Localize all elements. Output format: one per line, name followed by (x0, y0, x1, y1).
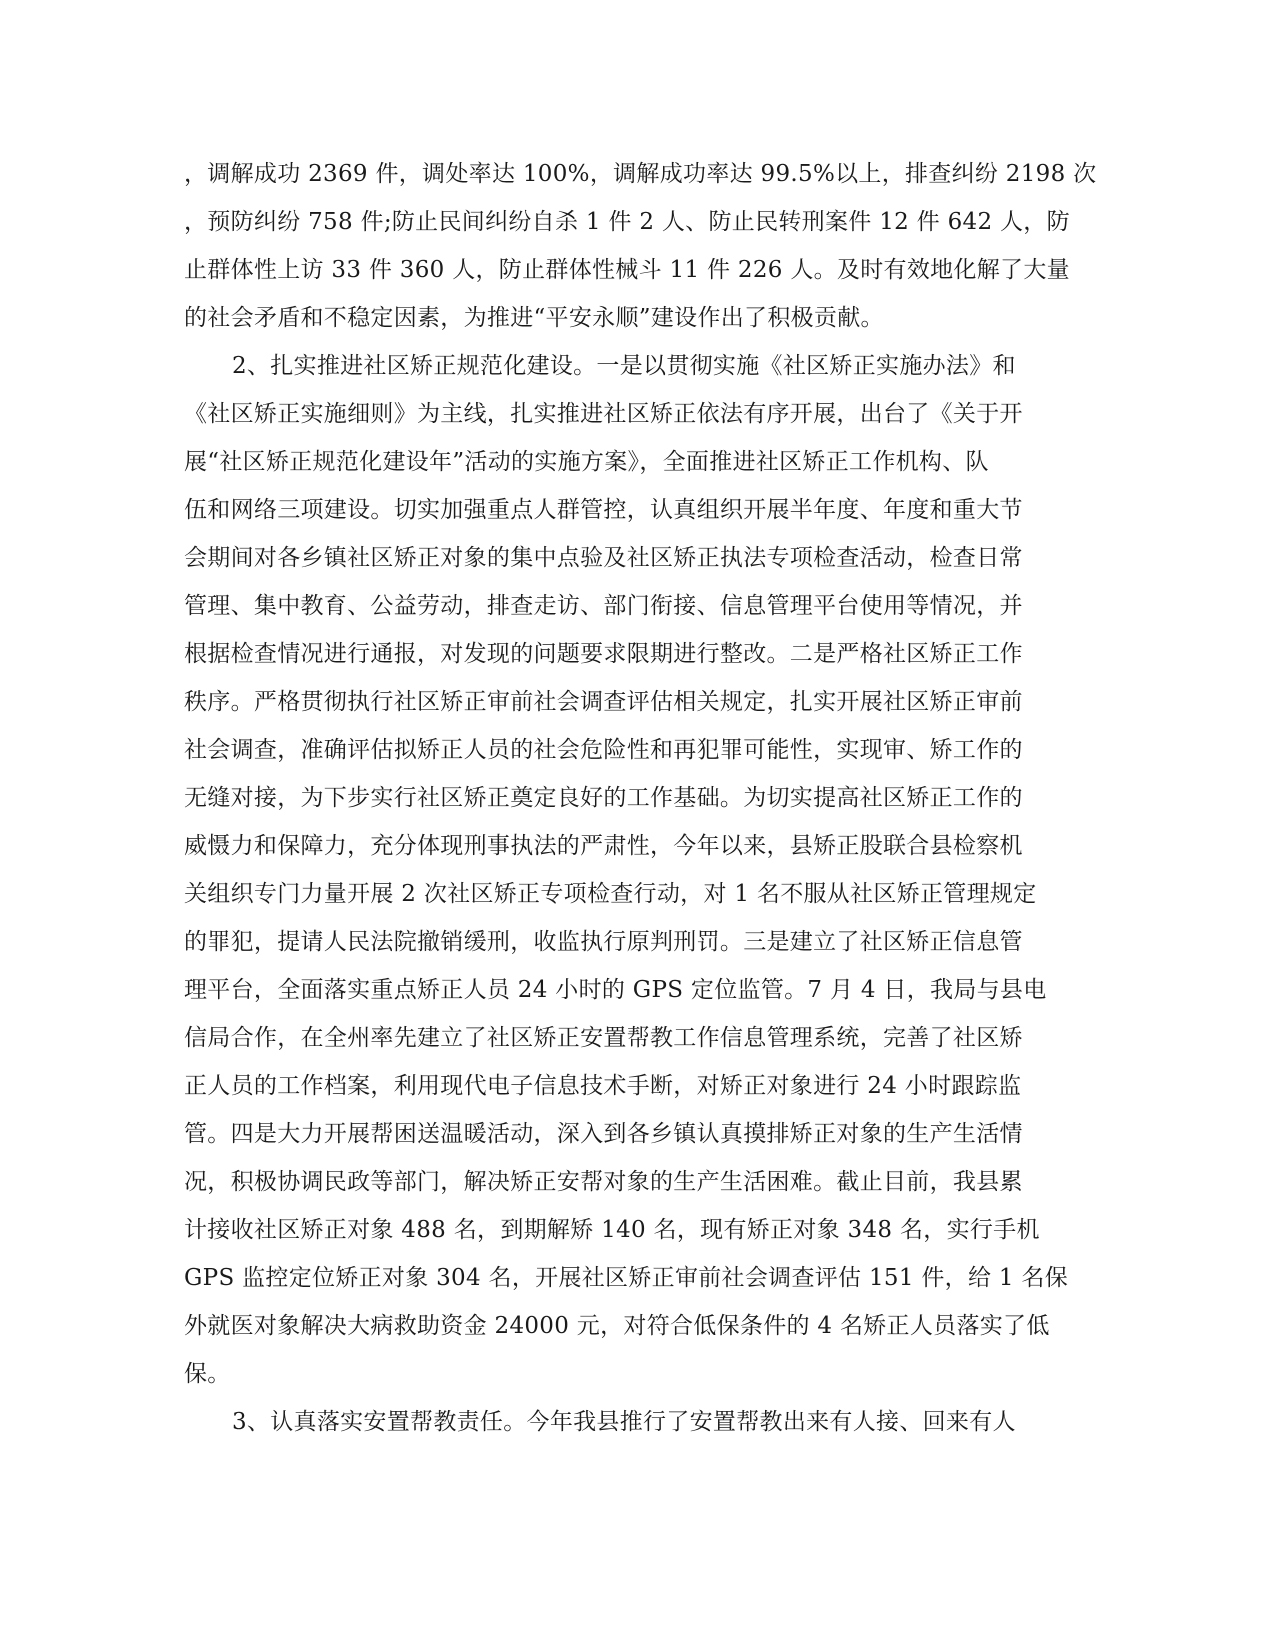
paragraph-line (0, 1111, 1275, 1158)
paragraph-line (0, 1351, 1275, 1398)
line-text: 的罪犯，提请人民法院撤销缓刑，收监执行原判刑罚。三是建立了社区矫正信息管 (184, 929, 1023, 955)
paragraph-line (0, 1015, 1275, 1062)
line-text: 威慑力和保障力，充分体现刑事执法的严肃性，今年以来，县矫正股联合县检察机 (184, 833, 1023, 859)
line-text: 理平台，全面落实重点矫正人员 24 小时的 GPS 定位监管。7 月 4 日，我局与县电 (184, 977, 1047, 1003)
line-text: 外就医对象解决大病救助资金 24000 元，对符合低保条件的 4 名矫正人员落实了低 (184, 1313, 1050, 1339)
paragraph-line (0, 1255, 1275, 1302)
line-text: 止群体性上访 33 件 360 人，防止群体性械斗 11 件 226 人。及时有效地化解了大量 (184, 257, 1070, 283)
line-text: 秩序。严格贯彻执行社区矫正审前社会调查评估相关规定，扎实开展社区矫正审前 (184, 689, 1023, 715)
paragraph-heading-text: 3、认真落实安置帮教责任。今年我县推行了安置帮教出来有人接、回来有人 (232, 1409, 1016, 1435)
line-text: 管理、集中教育、公益劳动，排查走访、部门衔接、信息管理平台使用等情况，并 (184, 593, 1023, 619)
line-text: 管。四是大力开展帮困送温暖活动，深入到各乡镇认真摸排矫正对象的生产生活情 (184, 1121, 1023, 1147)
paragraph-line (0, 919, 1275, 966)
paragraph-line (0, 295, 1275, 342)
line-text: 根据检查情况进行通报，对发现的问题要求限期进行整改。二是严格社区矫正工作 (184, 641, 1023, 667)
paragraph-line (0, 535, 1275, 582)
paragraph-line (0, 631, 1275, 678)
line-text: 会期间对各乡镇社区矫正对象的集中点验及社区矫正执法专项检查活动，检查日常 (184, 545, 1023, 571)
line-text: ，调解成功 2369 件，调处率达 100%，调解成功率达 99.5%以上，排查纠纷 2198 次 (184, 161, 1097, 187)
paragraph-line (0, 823, 1275, 870)
line-text: 况，积极协调民政等部门，解决矫正安帮对象的生产生活困难。截止目前，我县累 (184, 1169, 1023, 1195)
paragraph-line (0, 151, 1275, 198)
paragraph-line (0, 391, 1275, 438)
line-text: 的社会矛盾和不稳定因素，为推进“平安永顺”建设作出了积极贡献。 (184, 305, 884, 331)
line-text: 无缝对接，为下步实行社区矫正奠定良好的工作基础。为切实提高社区矫正工作的 (184, 785, 1023, 811)
paragraph-line (0, 247, 1275, 294)
line-text: 保。 (184, 1361, 231, 1387)
line-text: ，预防纠纷 758 件;防止民间纠纷自杀 1 件 2 人、防止民转刑案件 12 件 642 人，防 (184, 209, 1070, 235)
line-text: 关组织专门力量开展 2 次社区矫正专项检查行动，对 1 名不服从社区矫正管理规定 (184, 881, 1037, 907)
paragraph-line (0, 1303, 1275, 1350)
line-text: 社会调查，准确评估拟矫正人员的社会危险性和再犯罪可能性，实现审、矫工作的 (184, 737, 1023, 763)
paragraph-line (0, 871, 1275, 918)
line-text: 计接收社区矫正对象 488 名，到期解矫 140 名，现有矫正对象 348 名，实行手机 (184, 1217, 1040, 1243)
paragraph-line (0, 1063, 1275, 1110)
paragraph-line (0, 487, 1275, 534)
line-text: GPS 监控定位矫正对象 304 名，开展社区矫正审前社会调查评估 151 件，给 1 名保 (184, 1265, 1069, 1291)
paragraph-line (0, 1159, 1275, 1206)
paragraph-line (0, 1207, 1275, 1254)
paragraph-line (0, 679, 1275, 726)
paragraph-heading-text: 2、扎实推进社区矫正规范化建设。一是以贯彻实施《社区矫正实施办法》和 (232, 353, 1016, 379)
line-text: 《社区矫正实施细则》为主线，扎实推进社区矫正依法有序开展，出台了《关于开 (184, 401, 1023, 427)
line-text: 信局合作，在全州率先建立了社区矫正安置帮教工作信息管理系统，完善了社区矫 (184, 1025, 1023, 1051)
paragraph-line (0, 967, 1275, 1014)
paragraph-line (0, 583, 1275, 630)
line-text: 正人员的工作档案，利用现代电子信息技术手断，对矫正对象进行 24 小时跟踪监 (184, 1073, 1022, 1099)
paragraph-line (0, 727, 1275, 774)
paragraph-line (0, 439, 1275, 486)
paragraph-line (0, 1399, 1275, 1446)
paragraph-line (0, 199, 1275, 246)
paragraph-line (0, 343, 1275, 390)
line-text: 展“社区矫正规范化建设年”活动的实施方案》，全面推进社区矫正工作机构、队 (184, 449, 989, 475)
line-text: 伍和网络三项建设。切实加强重点人群管控，认真组织开展半年度、年度和重大节 (184, 497, 1023, 523)
paragraph-line (0, 775, 1275, 822)
